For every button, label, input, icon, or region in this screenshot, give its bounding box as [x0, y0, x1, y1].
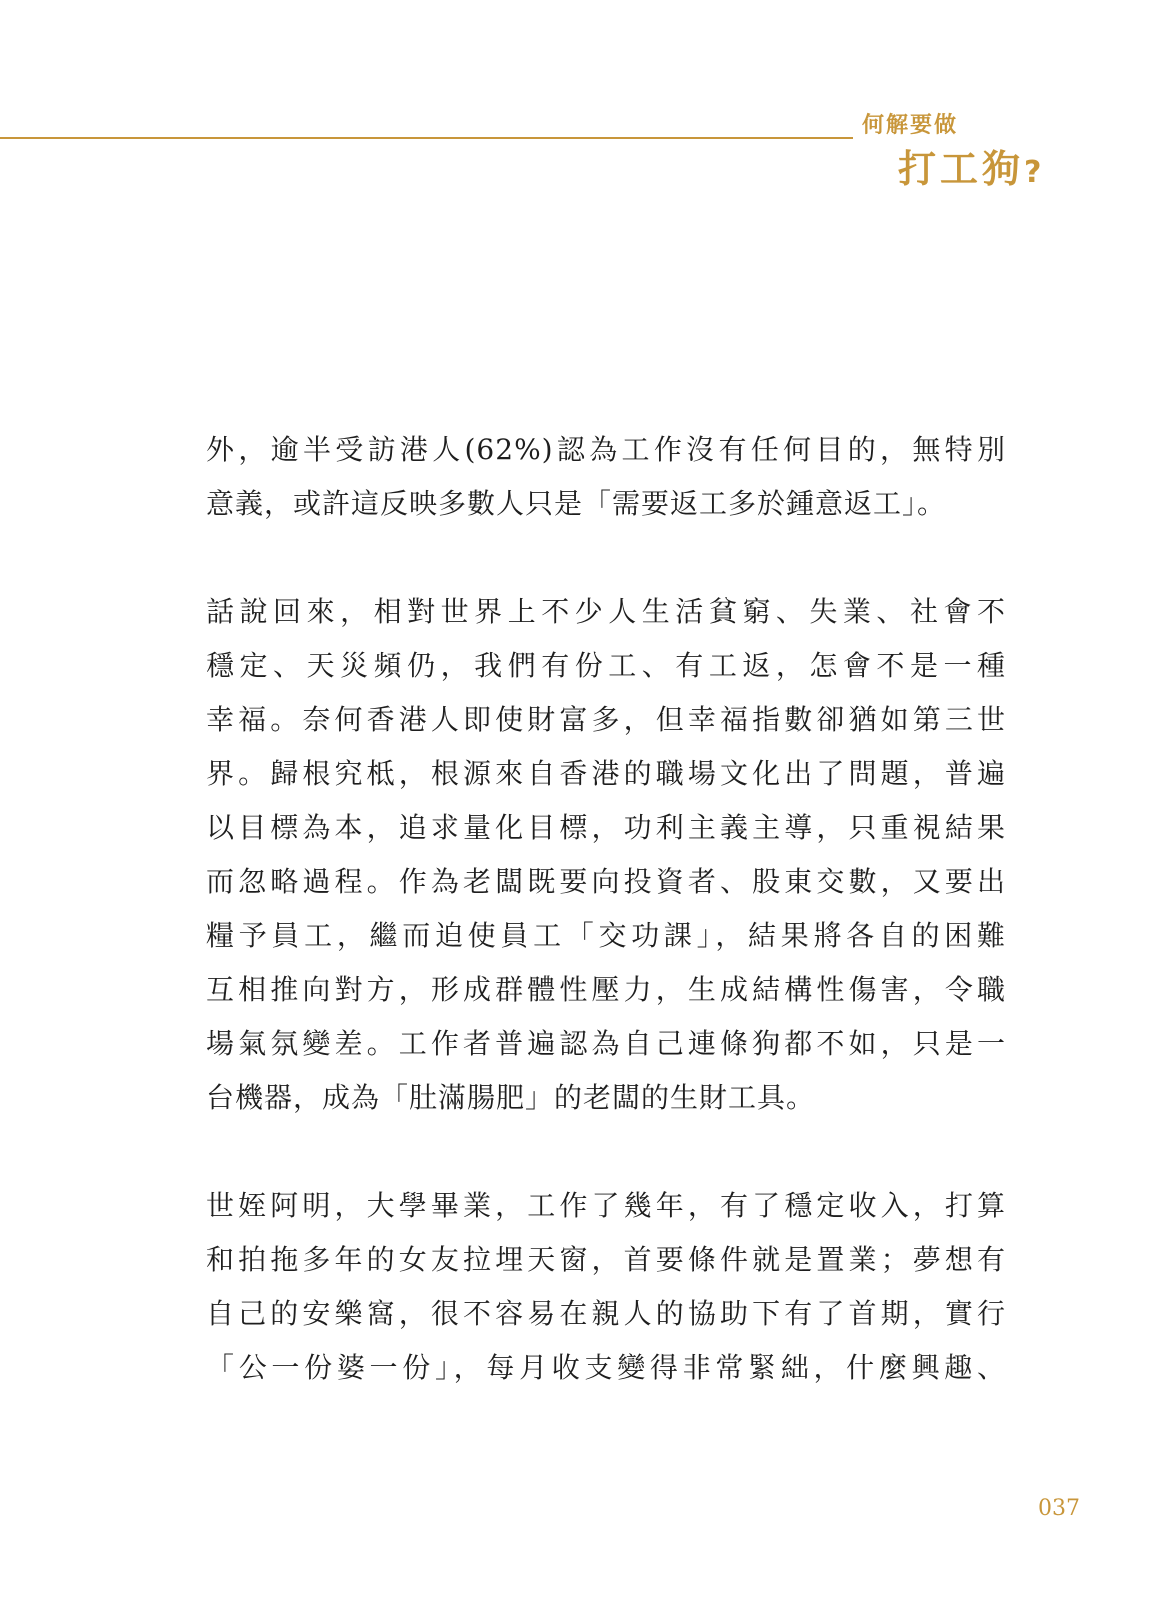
text-line: 話說回來，相對世界上不少人生活貧窮、失業、社會不	[206, 595, 1006, 628]
text-line: 場氣氛變差。工作者普遍認為自己連條狗都不如，只是一	[206, 1027, 1006, 1060]
header-title-mark: ?	[1024, 155, 1042, 190]
text-line: 「公一份婆一份」，每月收支變得非常緊絀，什麼興趣、	[206, 1351, 1006, 1384]
text-line: 台機器，成為「肚滿腸肥」的老闆的生財工具。	[206, 1081, 816, 1114]
paragraph-1	[206, 423, 1006, 531]
text-line: 外，逾半受訪港人(62%)認為工作沒有任何目的，無特別	[206, 433, 1006, 466]
page-number: 037	[1038, 1496, 1080, 1521]
header-rule	[0, 137, 853, 139]
text-line: 和拍拖多年的女友拉埋天窗，首要條件就是置業；夢想有	[206, 1243, 1006, 1276]
header-title	[898, 138, 1041, 193]
header-title-text: 打工狗	[898, 147, 1025, 191]
text-line: 以目標為本，追求量化目標，功利主義主導，只重視結果	[206, 811, 1006, 844]
text-line: 世姪阿明，大學畢業，工作了幾年，有了穩定收入，打算	[206, 1189, 1006, 1222]
text-line: 糧予員工，繼而迫使員工「交功課」，結果將各自的困難	[206, 919, 1006, 952]
header-kicker: 何解要做	[862, 113, 959, 138]
text-line: 意義，或許這反映多數人只是「需要返工多於鍾意返工」。	[206, 487, 947, 520]
paragraph-2	[206, 585, 1006, 1125]
body-text	[206, 423, 1006, 1449]
text-line: 幸福。奈何香港人即使財富多，但幸福指數卻猶如第三世	[206, 703, 1006, 736]
text-line: 穩定、天災頻仍，我們有份工、有工返，怎會不是一種	[206, 649, 1006, 682]
text-line: 界。歸根究柢，根源來自香港的職場文化出了問題，普遍	[206, 757, 1006, 790]
paragraph-3	[206, 1179, 1006, 1395]
text-line: 自己的安樂窩，很不容易在親人的協助下有了首期，實行	[206, 1297, 1006, 1330]
text-line: 互相推向對方，形成群體性壓力，生成結構性傷害，令職	[206, 973, 1006, 1006]
text-line: 而忽略過程。作為老闆既要向投資者、股東交數，又要出	[206, 865, 1006, 898]
